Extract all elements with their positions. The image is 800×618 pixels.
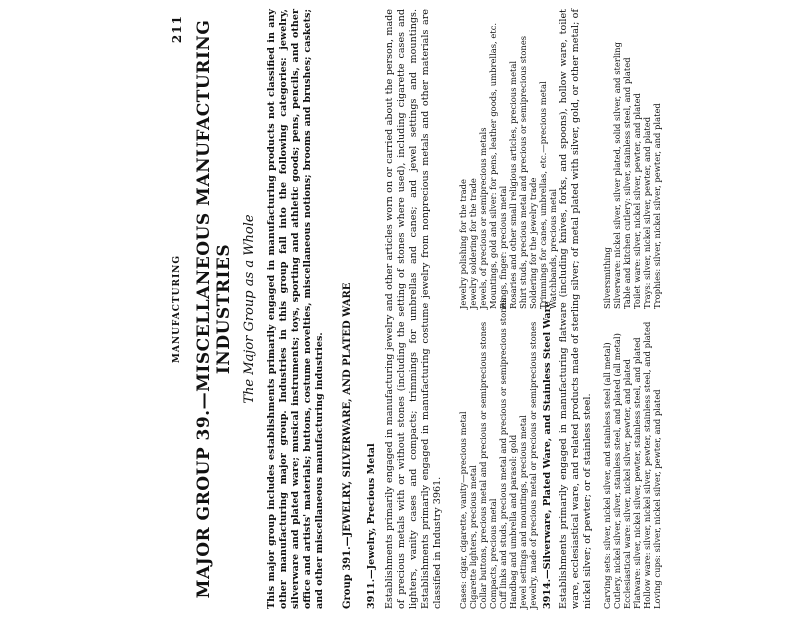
list-item: Mountings, gold and silver: for pens, leather goods, umbrellas, etc. xyxy=(488,22,498,309)
silverware-item-columns xyxy=(602,9,662,609)
list-item: Loving cups: silver, nickel silver, pewter, and plated xyxy=(652,389,662,609)
running-head: MANUFACTURING xyxy=(172,254,182,364)
page-header xyxy=(170,9,184,609)
list-item: Hollow ware: silver, nickel silver, pewter, stainless steel, and plated xyxy=(642,321,652,609)
silverware-items-left xyxy=(602,309,662,609)
jewelry-items-right xyxy=(458,9,558,309)
list-item: Rosaries and other small religious articles, precious metal xyxy=(508,60,518,309)
industry-3911-heading: 3911.—Jewelry, Precious Metal xyxy=(366,443,377,609)
silverware-items-right xyxy=(602,9,662,309)
list-item: Soldering for the jewelry trade xyxy=(528,177,538,309)
list-item: Carving sets: silver, nickel silver, and stainless steel (all metal) xyxy=(602,342,612,609)
silverware-paragraph: Establishments primarily engaged in manufacturing flatware (including knives, forks, and spoons), hollow ware, toilet ware, ecclesiastical ware, and related products made of sterling silver; of metal plated with silver, gold, or other metal; of nickel silver; of pewter; or of stainless steel. xyxy=(558,9,593,609)
intro-paragraph: This major group includes establishments primarily engaged in manufacturing products not classified in any other manufacturing major group. Industries in this group fall into the following categories: jewelry, silverware and plated ware; musical instruments; toys, sporting and athletic goods; pens, pencils, and other office and artists' materials; buttons, costume novelties, miscellaneous notions; brooms and brushes; caskets; and other miscellaneous manufacturing industries. xyxy=(266,9,325,609)
list-item: Toilet ware: silver, nickel silver, pewter, and plated xyxy=(632,93,642,309)
list-item: Jewel settings and mountings, precious metal xyxy=(518,415,528,609)
list-item: Jewelry, made of precious metal or precious or semiprecious stones xyxy=(528,321,538,609)
group-title: MAJOR GROUP 39.—MISCELLANEOUS MANUFACTURING xyxy=(194,19,214,599)
list-item: Silversmithing xyxy=(602,247,612,309)
list-item: Rings, finger: precious metal xyxy=(498,185,508,309)
list-item: Cuff links and studs, precious metal and precious or semiprecious stones xyxy=(498,298,508,609)
jewelry-items-left xyxy=(458,298,538,609)
major-group-subtitle: The Major Group as a Whole xyxy=(242,214,257,404)
list-item: Silverware: nickel silver, silver plated, solid silver, and sterling xyxy=(612,42,622,309)
list-item: Ecclesiastical ware: silver, nickel silver, pewter, and plated xyxy=(622,358,632,609)
industry-3914-heading: 3914.—Silverware, Plated Ware, and Stainless Steel Ware xyxy=(542,301,553,609)
list-item: Watchbands, precious metal xyxy=(548,188,558,309)
list-item: Trophies: silver, nickel silver, pewter, and plated xyxy=(652,103,662,309)
group-title-block xyxy=(194,9,234,609)
jewelry-paragraph: Establishments primarily engaged in manufacturing jewelry and other articles worn on or carried about the person, made of precious metals with or without stones (including the setting of stones where used), including cigarette cases and lighters, vanity cases and compacts; trimmings for umbrellas and canes; and jewel settings and mountings. Establishments primarily engaged in manufacturing costume jewelry from nonprecious metals and other materials are classified in Industry 3961. xyxy=(384,9,443,609)
list-item: Handbag and umbrella and parasol: gold xyxy=(508,434,518,609)
list-item: Shirt studs, precious metal and precious or semiprecious stones xyxy=(518,35,528,309)
page-number: 211 xyxy=(170,15,184,44)
list-item: Jewelry soldering for the trade xyxy=(468,178,478,309)
list-item: Cutlery, nickel silver, silver, stainless steel, and plated (all metal) xyxy=(612,333,622,609)
document-page xyxy=(170,9,662,609)
group-391-heading: Group 391.—JEWELRY, SILVERWARE, AND PLATED WARE xyxy=(342,282,353,609)
list-item: Collar buttons, precious metal and precious or semiprecious stones xyxy=(478,321,488,609)
list-item: Cases: cigar, cigarette, vanity—precious metal xyxy=(458,411,468,609)
list-item: Flatware: silver, nickel silver, pewter, stainless steel, and plated xyxy=(632,337,642,609)
list-item: Cigarette lighters, precious metal xyxy=(468,465,478,609)
list-item: Jewelry polishing for the trade xyxy=(458,179,468,309)
list-item: Jewels, of precious or semiprecious metals xyxy=(478,127,488,309)
group-subtitle: INDUSTRIES xyxy=(214,243,234,375)
list-item: Compacts, precious metal xyxy=(488,498,498,609)
list-item: Table and kitchen cutlery: silver, stainless steel, and plated xyxy=(622,57,632,309)
list-item: Trimmings for canes, umbrellas, etc.—precious metal xyxy=(538,81,548,309)
list-item: Trays: silver, nickel silver, pewter, and plated xyxy=(642,116,652,309)
